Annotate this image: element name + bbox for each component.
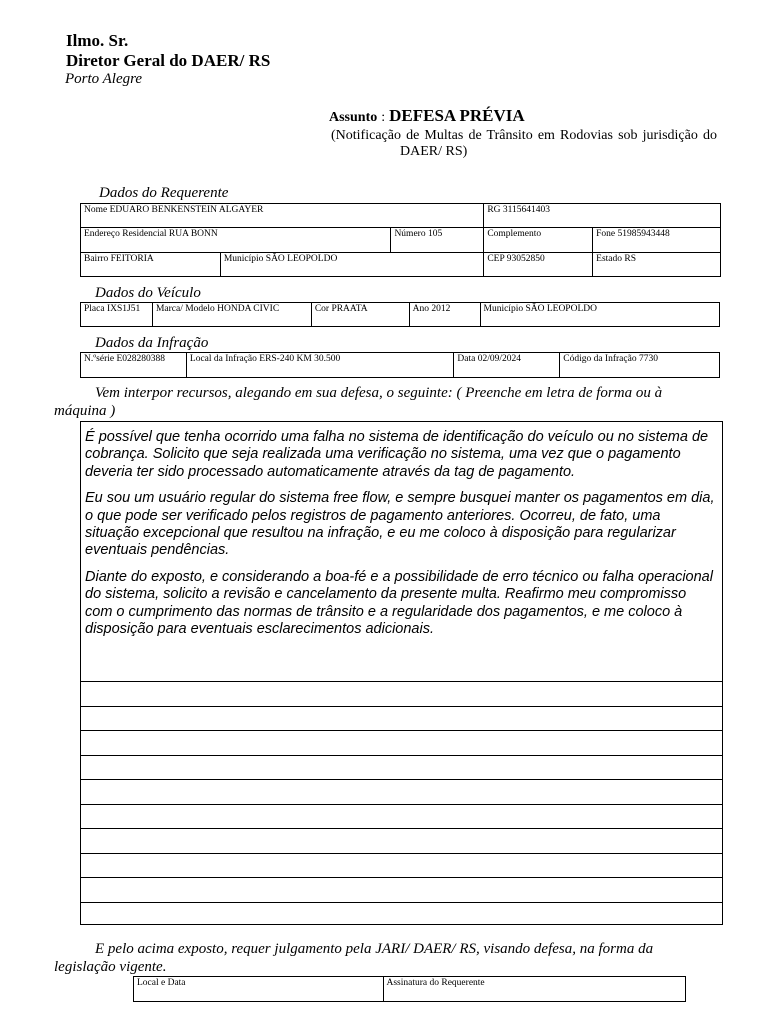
subject-line (329, 106, 525, 126)
signature-table (133, 976, 686, 1002)
writing-line (81, 706, 722, 707)
cep-field: CEP 93052850 (484, 253, 593, 277)
infracao-table (80, 352, 720, 378)
recipient: Diretor Geral do DAER/ RS (66, 51, 271, 70)
veiculo-table (80, 302, 720, 327)
fone-field: Fone 51985943448 (593, 228, 721, 253)
writing-line (81, 755, 722, 756)
section-title-infracao: Dados da Infração (95, 335, 209, 351)
local-infracao-field: Local da Infração ERS-240 KM 30.500 (186, 353, 454, 378)
complemento-field: Complemento (484, 228, 593, 253)
subject-title: DEFESA PRÉVIA (389, 106, 525, 125)
section-title-requerente: Dados do Requerente (99, 185, 229, 201)
salutation: Ilmo. Sr. (66, 31, 129, 50)
closing-line2: legislação vigente. (54, 959, 167, 975)
writing-line (81, 877, 722, 878)
subject-desc-line2: DAER/ RS) (400, 144, 468, 159)
writing-line (81, 779, 722, 780)
city: Porto Alegre (65, 71, 143, 87)
endereco-field: Endereço Residencial RUA BONN (81, 228, 391, 253)
data-field: Data 02/09/2024 (454, 353, 560, 378)
defense-paragraph-3: Diante do exposto, e considerando a boa-fé e a possibilidade de erro técnico ou falha operacional do sistema, solicito a revisão e cancelamento da presente multa. Reafirmo meu compromisso com o cumprimento das normas de trânsito e a regularidade dos pagamentos, e me coloco à disposição para eventuais esclarecimentos adicionais. (85, 568, 713, 638)
defense-text (85, 429, 717, 647)
local-data-field: Local e Data (134, 977, 384, 1002)
ano-field: Ano 2012 (409, 303, 480, 327)
subject-colon: : (381, 110, 386, 125)
cor-field: Cor PRAATA (311, 303, 409, 327)
marca-modelo-field: Marca/ Modelo HONDA CIVIC (152, 303, 311, 327)
writing-line (81, 730, 722, 731)
section-title-veiculo: Dados do Veículo (95, 285, 201, 301)
rg-field: RG 3115641403 (484, 204, 721, 228)
closing-line1: E pelo acima exposto, requer julgamento pela JARI/ DAER/ RS, visando defesa, na forma da (95, 941, 654, 957)
assinatura-field: Assinatura do Requerente (383, 977, 686, 1002)
writing-line (81, 902, 722, 903)
writing-line (81, 681, 722, 682)
subject-label: Assunto (329, 110, 378, 125)
bairro-field: Bairro FEITORIA (81, 253, 221, 277)
requerente-table (80, 203, 721, 277)
intro-line1: Vem interpor recursos, alegando em sua defesa, o seguinte: ( Preenche em letra de forma ou à (95, 385, 663, 401)
writing-line (81, 828, 722, 829)
nome-field: Nome EDUARO BENKENSTEIN ALGAYER (81, 204, 484, 228)
veiculo-municipio-field: Município SÃO LEOPOLDO (480, 303, 720, 327)
writing-line (81, 804, 722, 805)
numero-field: Número 105 (391, 228, 484, 253)
intro-line2: máquina ) (54, 403, 116, 419)
defense-paragraph-2: Eu sou um usuário regular do sistema free flow, e sempre busquei manter os pagamentos em dia, o que pode ser verificado pelos registros de pagamento anteriores. Ocorreu, de fato, uma situação excepcional que resultou na infração, e eu me coloco à disposição para regularizar eventuais pendências. (85, 490, 715, 559)
codigo-infracao-field: Código da Infração 7730 (560, 353, 720, 378)
municipio-field: Município SÃO LEOPOLDO (220, 253, 483, 277)
serie-field: N.ºsérie E028280388 (81, 353, 187, 378)
placa-field: Placa IXS1J51 (81, 303, 153, 327)
writing-line (81, 853, 722, 854)
subject-desc-line1: (Notificação de Multas de Trânsito em Rodovias sob jurisdição do (331, 128, 717, 143)
estado-field: Estado RS (593, 253, 721, 277)
defense-box (80, 421, 723, 925)
defense-paragraph-1: É possível que tenha ocorrido uma falha no sistema de identificação do veículo ou no sistema de cobrança. Solicito que seja realizada uma verificação no sistema, uma vez que o pagamento deveria ter sido processado automaticamente através da tag de pagamento. (85, 429, 709, 480)
